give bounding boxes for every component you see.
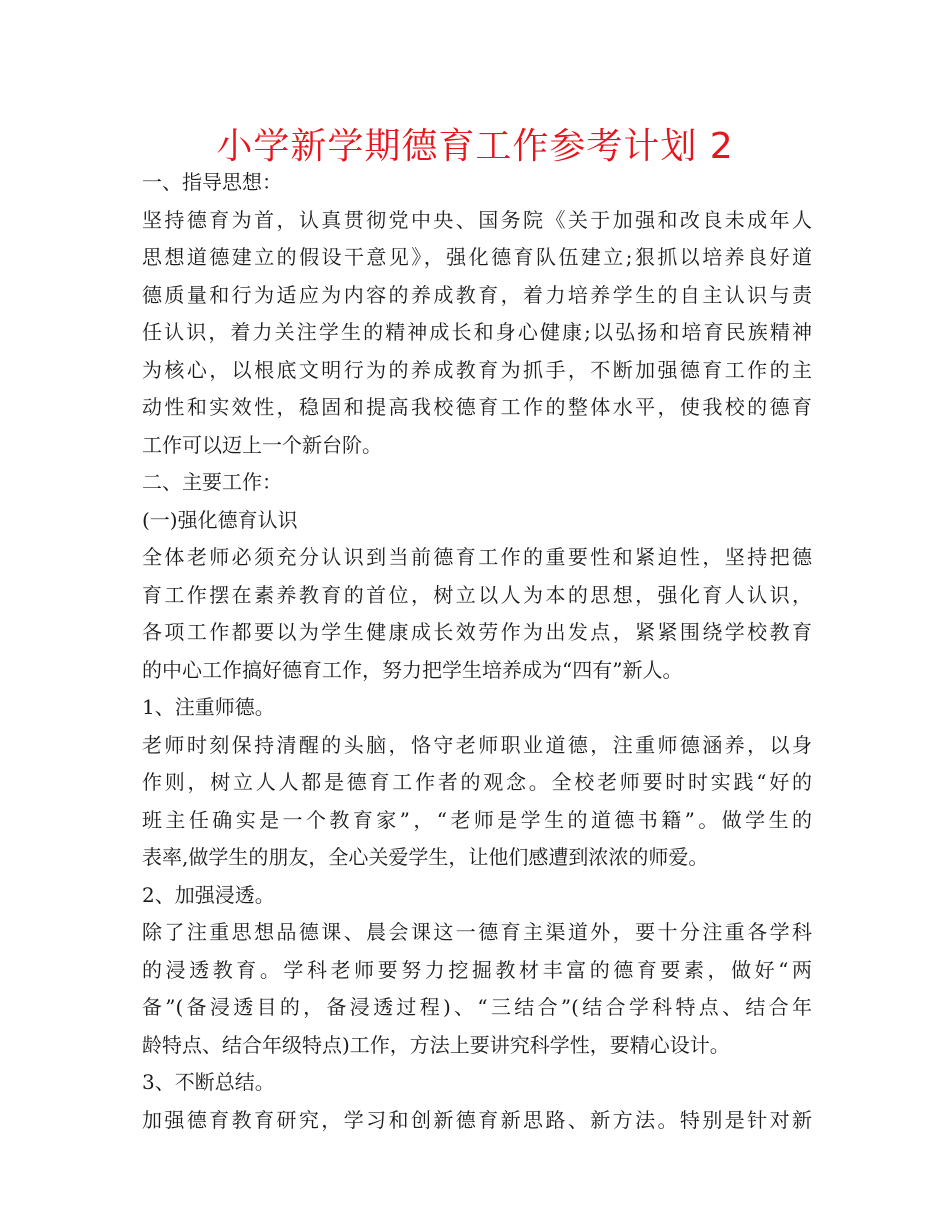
text-line: 除了注重思想品德课、晨会课这一德育主渠道外，要十分注重各学科 — [142, 920, 812, 944]
text-line: 2、加强浸透。 — [142, 882, 275, 907]
text-line: 德质量和行为适应为内容的养成教育，着力培养学生的自主认识与责 — [142, 282, 812, 307]
text-line: 思想道德建立的假设干意见》，强化德育队伍建立;狠抓以培养良好道 — [142, 245, 812, 269]
text-line: 任认识，着力关注学生的精神成长和身心健康;以弘扬和培育民族精神 — [142, 320, 812, 344]
text-line: 育工作摆在素养教育的首位，树立以人为本的思想，强化育人认识， — [142, 582, 812, 607]
text-line: 工作可以迈上一个新台阶。 — [142, 432, 382, 457]
text-line: 动性和实效性，稳固和提高我校德育工作的整体水平，使我校的德育 — [142, 395, 812, 419]
text-line: 全体老师必须充分认识到当前德育工作的重要性和紧迫性，坚持把德 — [142, 545, 812, 569]
text-line: 作则，树立人人都是德育工作者的观念。全校老师要时时实践“好的 — [142, 770, 812, 794]
text-line: 坚持德育为首，认真贯彻党中央、国务院《关于加强和改良未成年人 — [142, 207, 812, 232]
text-line: 加强德育教育研究，学习和创新德育新思路、新方法。特别是针对新 — [142, 1107, 812, 1132]
document-title: 小学新学期德育工作参考计划 2 — [216, 126, 734, 167]
text-line: 龄特点、结合年级特点)工作，方法上要讲究科学性，要精心设计。 — [142, 1032, 730, 1057]
text-line: 老师时刻保持清醒的头脑，恪守老师职业道德，注重师德涵养，以身 — [142, 732, 812, 757]
text-line: 1、注重师德。 — [142, 695, 275, 719]
text-line: (一)强化德育认识 — [142, 507, 298, 532]
text-line: 表率,做学生的朋友，全心关爱学生，让他们感遭到浓浓的师爱。 — [142, 845, 709, 869]
document-body — [142, 164, 812, 1139]
text-line: 的中心工作搞好德育工作，努力把学生培养成为“四有”新人。 — [142, 657, 683, 682]
text-line: 班主任确实是一个教育家”，“老师是学生的道德书籍”。做学生的 — [142, 807, 812, 832]
text-line: 3、不断总结。 — [142, 1070, 275, 1094]
text-line: 一、指导思想： — [142, 170, 282, 194]
text-line: 备”(备浸透目的，备浸透过程)、“三结合”(结合学科特点、结合年 — [142, 995, 812, 1019]
text-line: 二、主要工作： — [142, 470, 282, 494]
text-line: 为核心，以根底文明行为的养成教育为抓手，不断加强德育工作的主 — [142, 357, 812, 382]
text-line: 各项工作都要以为学生健康成长效劳作为出发点，紧紧围绕学校教育 — [142, 620, 812, 644]
text-line: 的浸透教育。学科老师要努力挖掘教材丰富的德育要素，做好“两 — [142, 957, 812, 982]
